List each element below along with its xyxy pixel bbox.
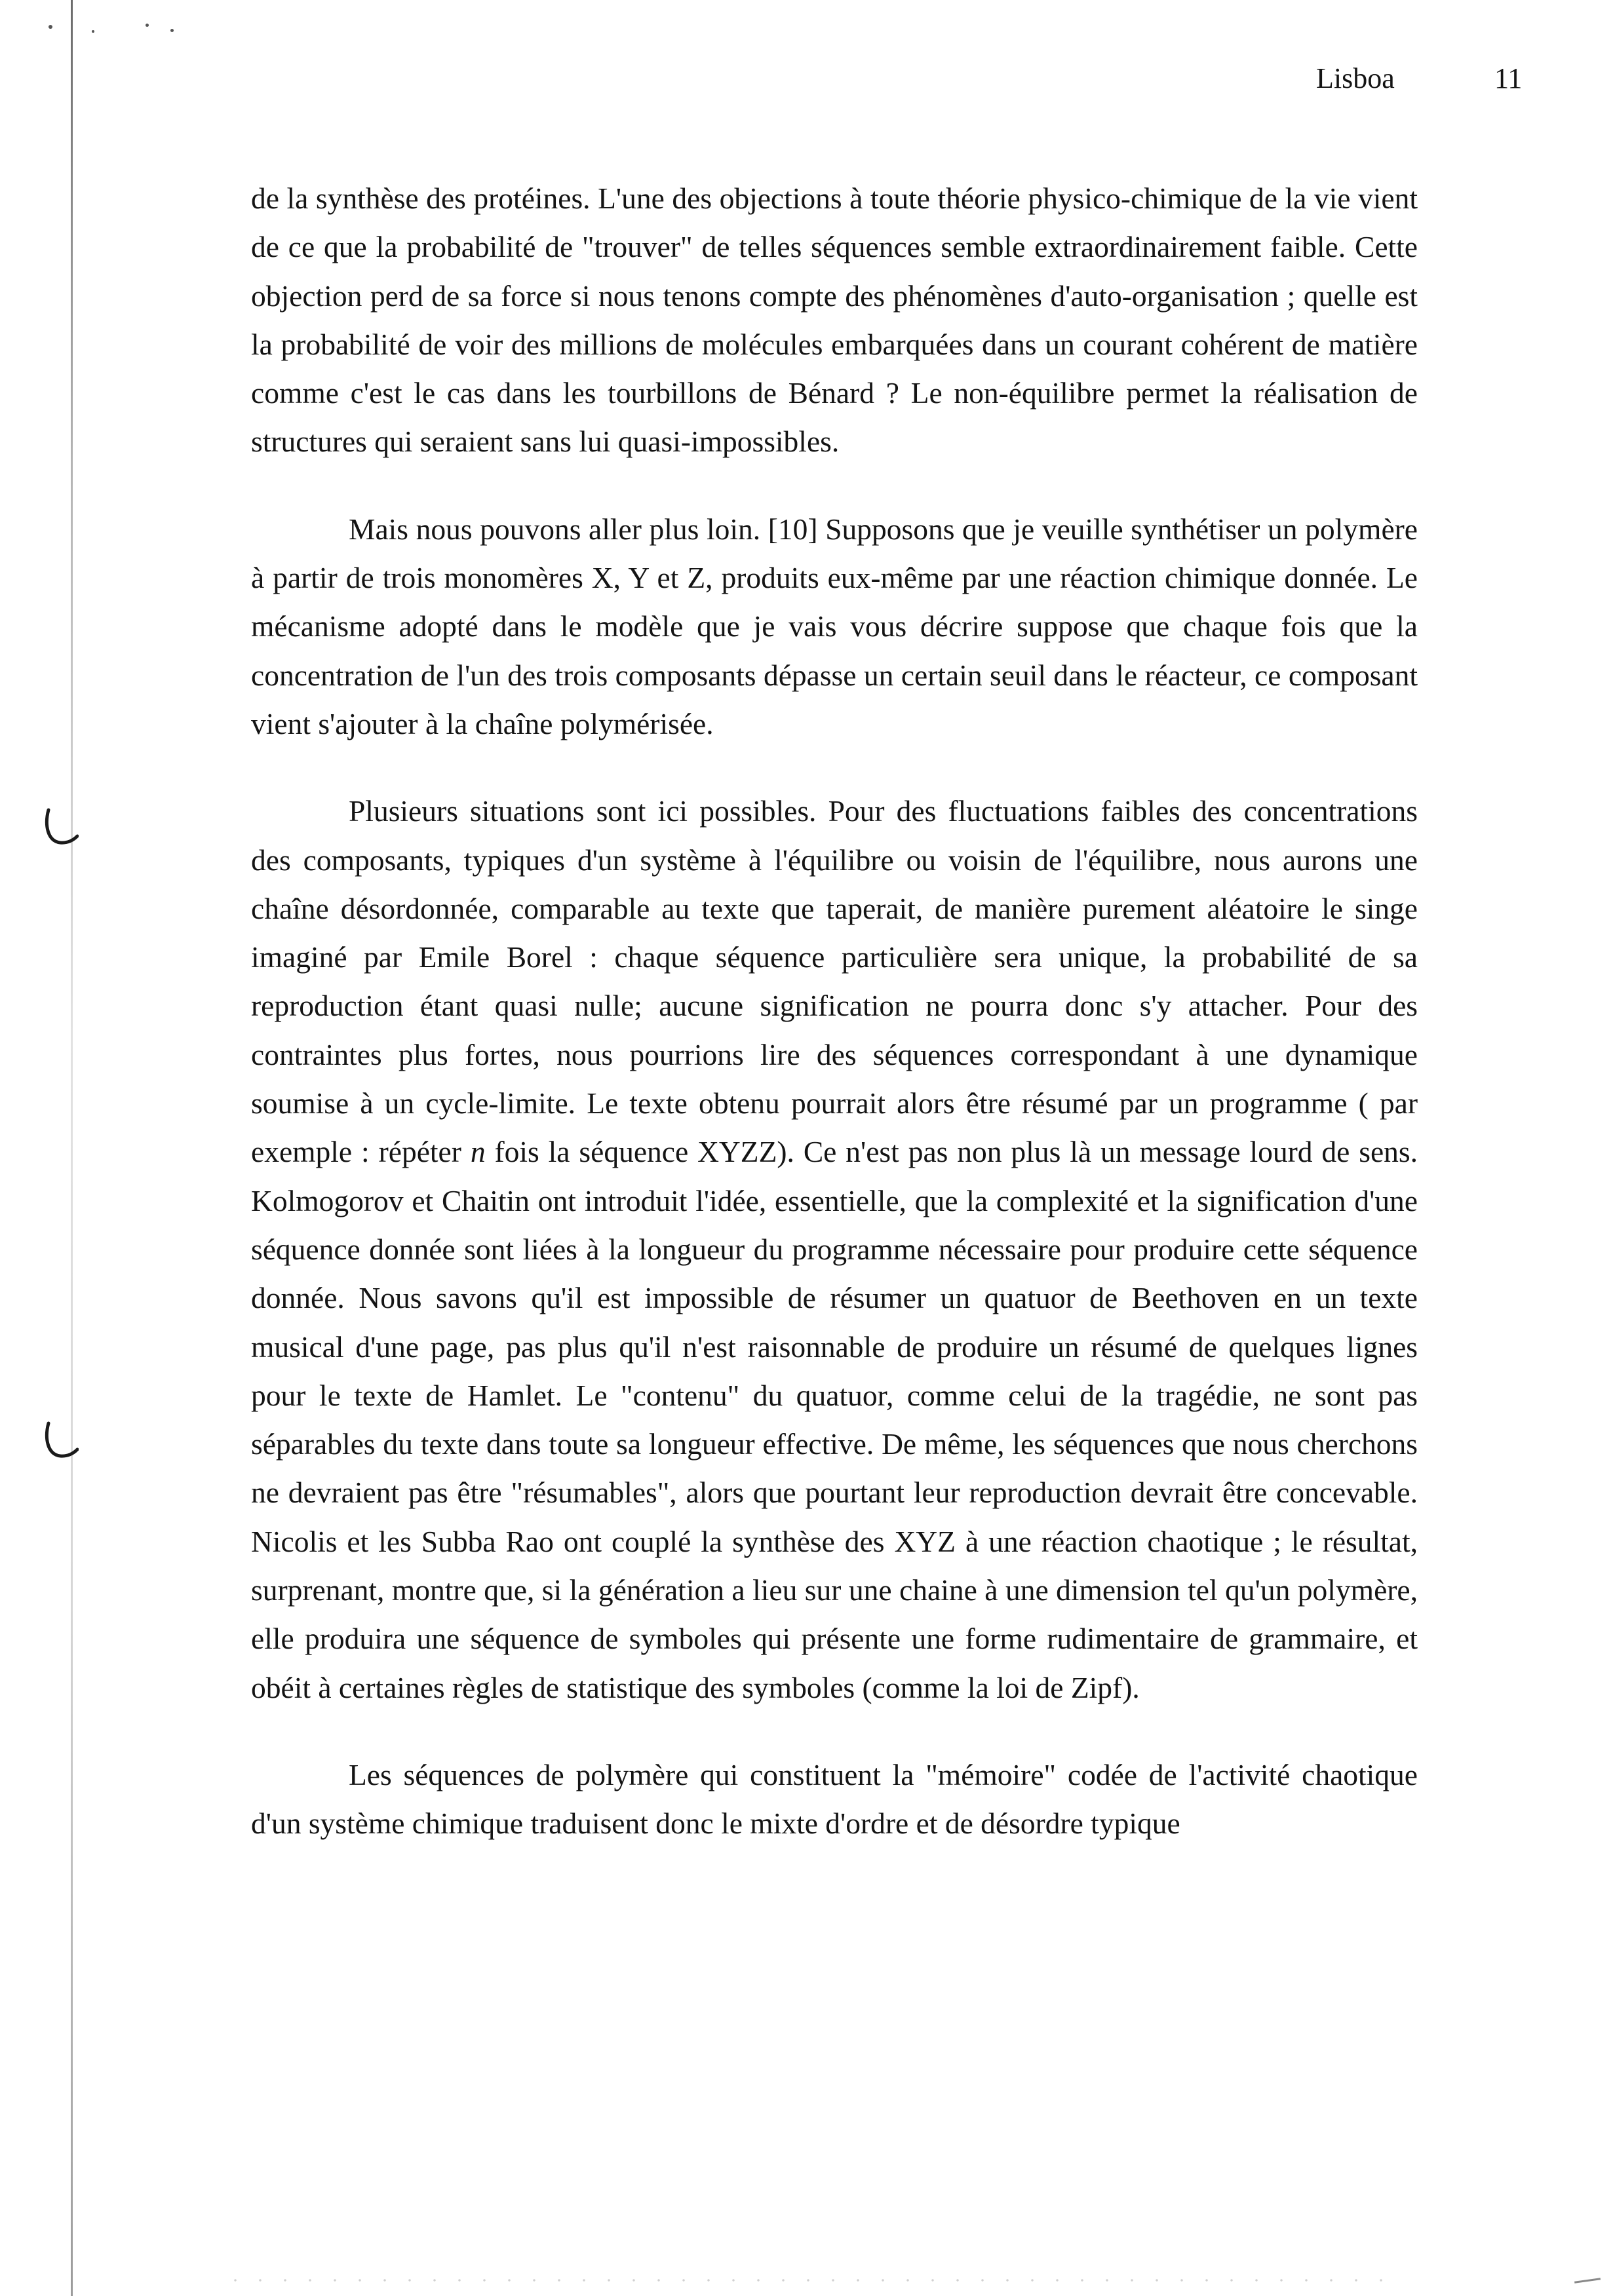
body-text: [251, 174, 1418, 1887]
paragraph: de la synthèse des protéines. L'une des objections à toute théorie physico-chimique de la vie vient de ce que la probabilité de "trouver" de telles séquences semble extraordinairement faible. Cette objection perd de sa force si nous tenons compte des phénomènes d'auto-organisation ; quelle est la probabilité de voir des millions de molécules embarquées dans un courant cohérent de matière comme c'est le cas dans les tourbillons de Bénard ? Le non-équilibre permet la réalisation de structures qui seraient sans lui quasi-impossibles.: [251, 182, 1418, 459]
scan-speck: [146, 24, 149, 27]
running-head-title: Lisboa: [1316, 62, 1395, 94]
left-margin-rule: [71, 0, 73, 2296]
paragraph-text: fois la séquence XYZZ). Ce n'est pas non plus là un message lourd de sens. Kolmogorov et Chaitin ont introduit l'idée, essentielle, que la complexité et la signification d'une séquence donnée sont liées à la longueur du programme nécessaire pour produire cette séquence donnée. Nous savons qu'il est impossible de résumer un quatuor de Beethoven en un texte musical d'une page, pas plus qu'il n'est raisonnable de produire un résumé de quelques lignes pour le texte de Hamlet. Le "contenu" du quatuor, comme celui de la tragédie, ne sont pas séparables du texte dans toute sa longueur effective. De même, les séquences que nous cherchons ne devraient pas être "résumables", alors que pourtant leur reproduction devrait être concevable. Nicolis et les Subba Rao ont couplé la synthèse des XYZ à une réaction chaotique ; le résultat, surprenant, montre que, si la génération a lieu sur une chaine à une dimension tel qu'un polymère, elle produira une séquence de symboles qui présente une forme rudimentaire de grammaire, et obéit à certaines règles de statistique des symboles (comme la loi de Zipf).: [251, 1135, 1418, 1704]
scan-speck: [49, 25, 52, 29]
scan-noise: [223, 2279, 1403, 2282]
paragraph-text: Plusieurs situations sont ici possibles. Pour des fluctuations faibles des concentrations des composants, typiques d'un système à l'équilibre ou voisin de l'équilibre, nous aurons une chaîne désordonnée, comparable au texte que taperait, de manière purement aléatoire le singe imaginé par Emile Borel : chaque séquence particulière sera unique, la probabilité de sa reproduction étant quasi nulle; aucune signification ne pourra donc s'y attacher. Pour des contraintes plus fortes, nous pourrions lire des séquences correspondant à une dynamique soumise à un cycle-limite. Le texte obtenu pourrait alors être résumé par un programme ( par exemple : répéter: [251, 794, 1418, 1169]
paragraph: [251, 787, 1418, 1712]
italic-variable: n: [470, 1135, 486, 1169]
binding-hook-icon: [42, 807, 79, 847]
binding-hook-icon: [42, 1421, 79, 1460]
page-number: 11: [1494, 62, 1523, 94]
scan-speck: [170, 29, 174, 32]
scan-mark: [1574, 2278, 1601, 2284]
paragraph: Mais nous pouvons aller plus loin. [10] Supposons que je veuille synthétiser un polymère à partir de trois monomères X, Y et Z, produits eux-même par une réaction chimique donnée. Le mécanisme adopté dans le modèle que je vais vous décrire suppose que chaque fois que la concentration de l'un des trois composants dépasse un certain seuil dans le réacteur, ce composant vient s'ajouter à la chaîne polymérisée.: [251, 512, 1418, 740]
scan-speck: [92, 30, 94, 33]
paragraph: Les séquences de polymère qui constituent la "mémoire" codée de l'activité chaotique d'un système chimique traduisent donc le mixte d'ordre et de désordre typique: [251, 1757, 1418, 1841]
